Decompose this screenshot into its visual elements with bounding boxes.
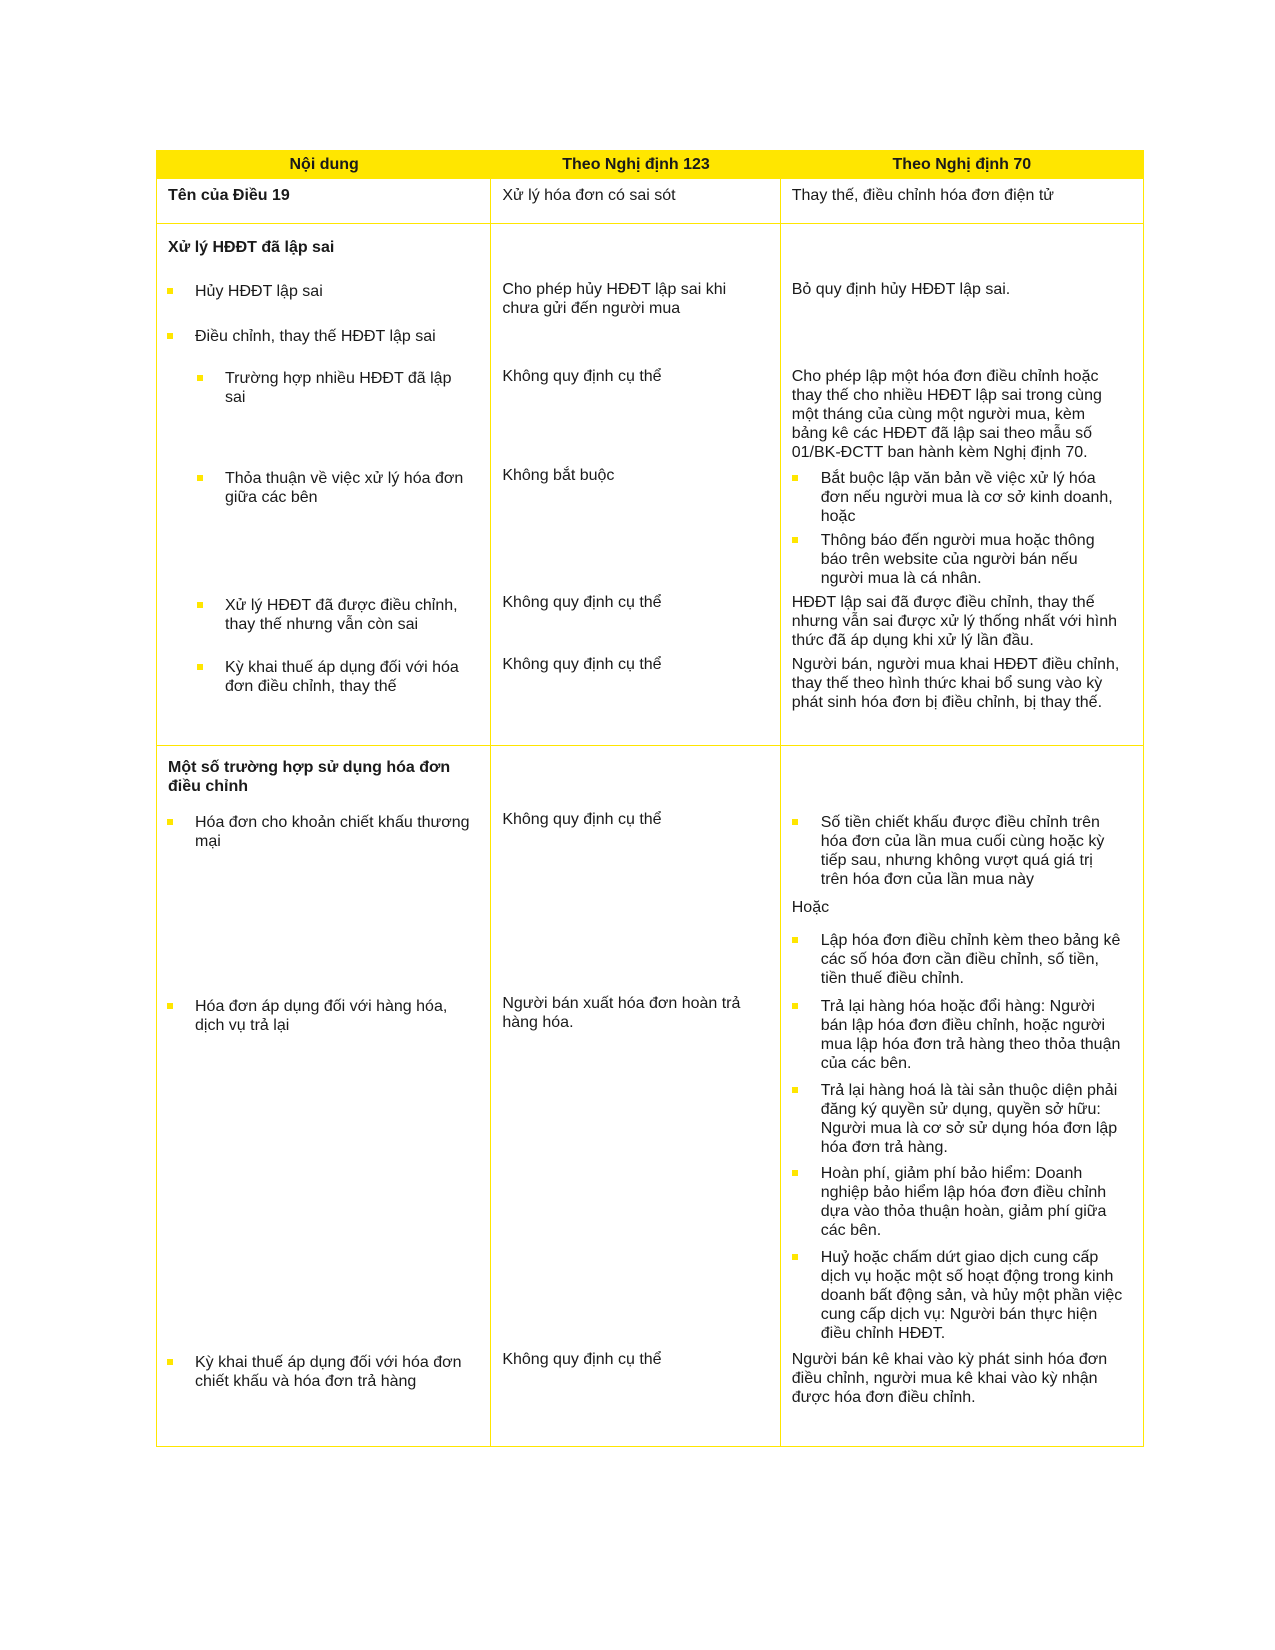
list-item: Xử lý HĐĐT đã được điều chỉnh, thay thế nhưng vẫn còn sai: [225, 596, 475, 634]
cell-text: Không quy định cụ thể: [502, 594, 662, 611]
section-title: Xử lý HĐĐT đã lập sai: [168, 239, 335, 256]
cell-text: Người bán xuất hóa đơn hoàn trả hàng hóa.: [502, 995, 741, 1031]
header-nghi-dinh-70: Theo Nghị định 70: [892, 156, 1032, 173]
cell-text: Hoặc: [791, 899, 830, 916]
list-item: Hủy HĐĐT lập sai: [195, 282, 480, 301]
table-row: [157, 746, 1143, 1446]
section1-col1: [157, 224, 491, 745]
cell-text: Người bán, người mua khai HĐĐT điều chỉnh, thay thế theo hình thức khai bổ sung vào kỳ phát sinh hóa đơn bị điều chỉnh, bị thay thế.: [791, 656, 1120, 711]
list-item: Trường hợp nhiều HĐĐT đã lập sai: [225, 369, 475, 407]
section2-col3: [781, 746, 1143, 1446]
section1-col3: [781, 224, 1143, 745]
cell-text: Không quy định cụ thể: [502, 811, 662, 828]
list-item: Hoàn phí, giảm phí bảo hiểm: Doanh nghiệp bảo hiểm lập hóa đơn điều chỉnh dựa vào thỏa thuận hoàn, giảm phí giữa các bên.: [821, 1164, 1121, 1240]
header-nghi-dinh-123: Theo Nghị định 123: [562, 156, 710, 173]
list-item: Kỳ khai thuế áp dụng đối với hóa đơn chiết khấu và hóa đơn trả hàng: [195, 1353, 480, 1391]
cell-nd70: Thay thế, điều chỉnh hóa đơn điện tử: [791, 187, 1055, 204]
list-item: Điều chỉnh, thay thế HĐĐT lập sai: [195, 327, 480, 346]
comparison-table: [156, 150, 1144, 1447]
table-row: [157, 179, 1143, 224]
list-item: Lập hóa đơn điều chỉnh kèm theo bảng kê các số hóa đơn cần điều chỉnh, số tiền, tiền thuế điều chỉnh.: [821, 931, 1126, 988]
table-row: [157, 224, 1143, 746]
list-item: Số tiền chiết khấu được điều chỉnh trên hóa đơn của lần mua cuối cùng hoặc kỳ tiếp sau, nhưng không vượt quá giá trị trên hóa đơn của lần mua này: [821, 813, 1121, 889]
table-header-row: [157, 151, 1143, 179]
section1-col2: [491, 224, 780, 745]
cell-text: Người bán kê khai vào kỳ phát sinh hóa đơn điều chỉnh, người mua kê khai vào kỳ nhận được hóa đơn điều chỉnh.: [791, 1351, 1108, 1406]
cell-text: Không quy định cụ thể: [502, 1351, 662, 1368]
cell-text: Không quy định cụ thể: [502, 656, 662, 673]
list-item: Bắt buộc lập văn bản về việc xử lý hóa đơn nếu người mua là cơ sở kinh doanh, hoặc: [821, 469, 1121, 526]
cell-text: Không bắt buộc: [502, 467, 615, 484]
cell-text: Cho phép lập một hóa đơn điều chỉnh hoặc thay thế cho nhiều HĐĐT lập sai trong cùng một tháng của cùng một người mua, kèm bảng kê các HĐĐT đã lập sai theo mẫu số 01/BK-ĐCTT ban hành kèm Nghị định 70.: [791, 368, 1102, 461]
header-noi-dung: Nội dung: [289, 156, 359, 173]
section2-col2: [491, 746, 780, 1446]
list-item: Kỳ khai thuế áp dụng đối với hóa đơn điều chỉnh, thay thế: [225, 658, 475, 696]
cell-text: Bỏ quy định hủy HĐĐT lập sai.: [791, 281, 1011, 298]
section-title: Một số trường hợp sử dụng hóa đơn điều chỉnh: [168, 759, 451, 795]
cell-text: Cho phép hủy HĐĐT lập sai khi chưa gửi đến người mua: [502, 281, 727, 317]
list-item: Thông báo đến người mua hoặc thông báo trên website của người bán nếu người mua là cá nhân.: [821, 531, 1121, 588]
list-item: Hóa đơn cho khoản chiết khấu thương mại: [195, 813, 480, 851]
row-label-dieu-19: Tên của Điều 19: [157, 179, 491, 223]
section2-col1: [157, 746, 491, 1446]
cell-text: Không quy định cụ thể: [502, 368, 662, 385]
list-item: Thỏa thuận về việc xử lý hóa đơn giữa các bên: [225, 469, 475, 507]
cell-nd123: Xử lý hóa đơn có sai sót: [491, 179, 780, 223]
list-item: Trả lại hàng hoá là tài sản thuộc diện phải đăng ký quyền sử dụng, quyền sở hữu: Người mua là cơ sở sử dụng hóa đơn lập hóa đơn trả hàng.: [821, 1081, 1126, 1157]
cell-text: HĐĐT lập sai đã được điều chỉnh, thay thế nhưng vẫn sai được xử lý thống nhất với hình thức đã áp dụng khi xử lý lần đầu.: [791, 594, 1118, 649]
list-item: Trả lại hàng hóa hoặc đổi hàng: Người bán lập hóa đơn điều chỉnh, hoặc người mua lập hóa đơn trả hàng theo thỏa thuận của các bên.: [821, 997, 1126, 1073]
list-item: Hóa đơn áp dụng đối với hàng hóa, dịch vụ trả lại: [195, 997, 460, 1035]
list-item: Huỷ hoặc chấm dứt giao dịch cung cấp dịch vụ hoặc một số hoạt động trong kinh doanh bất động sản, và hủy một phần việc cung cấp dịch vụ: Người bán thực hiện điều chỉnh HĐĐT.: [821, 1248, 1126, 1343]
